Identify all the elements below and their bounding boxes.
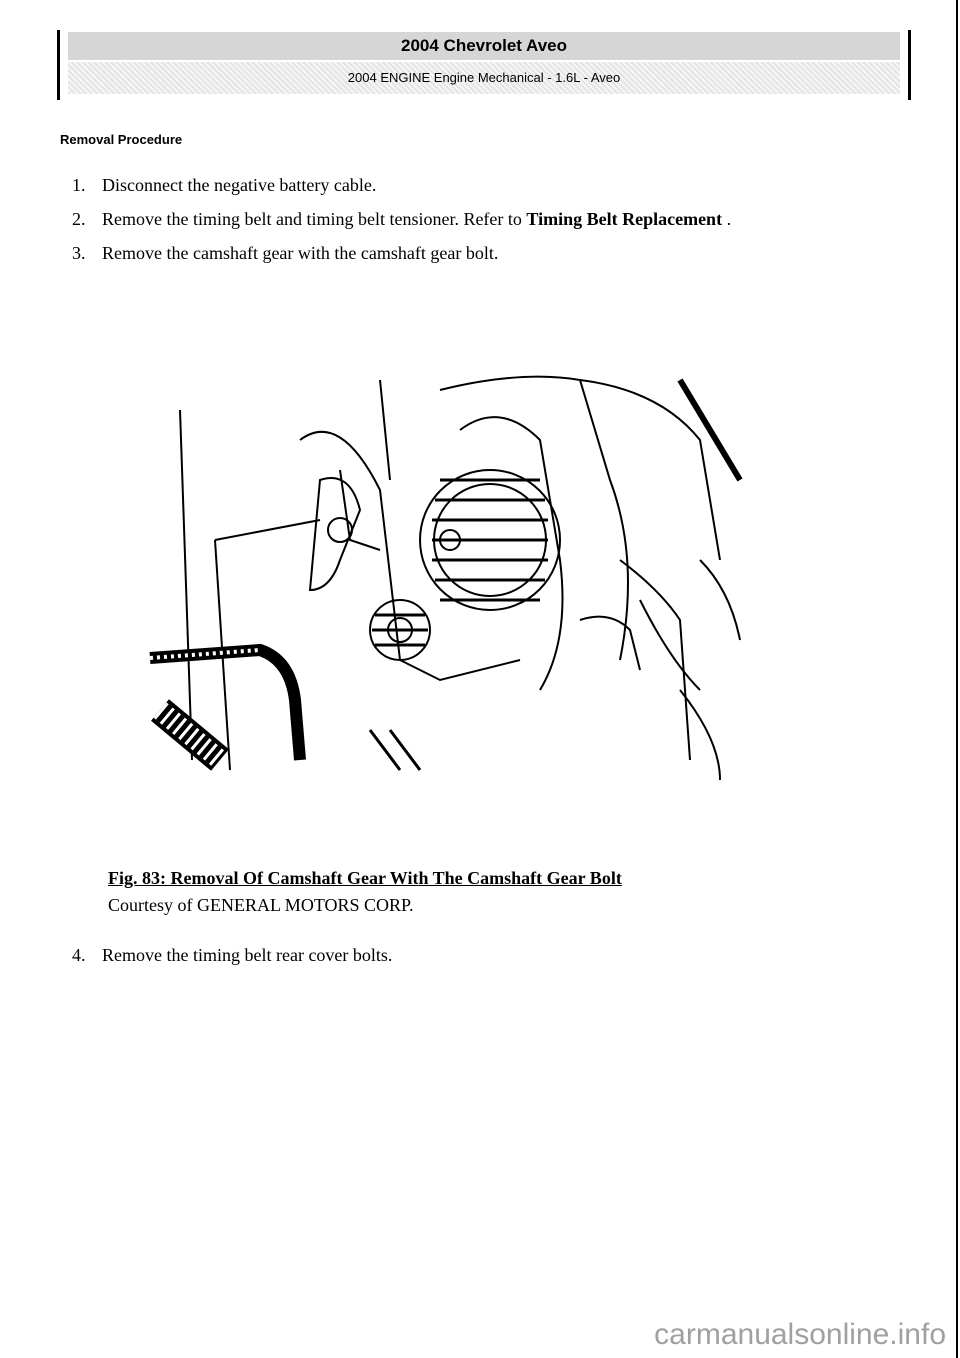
figure-caption xyxy=(108,868,622,916)
step-text: Remove the camshaft gear with the camshaft gear bolt. xyxy=(102,243,499,263)
step-3 xyxy=(72,243,498,264)
step-text: Disconnect the negative battery cable. xyxy=(102,175,377,195)
step-text: Remove the timing belt and timing belt tensioner. Refer to xyxy=(102,209,527,229)
step-text: Remove the timing belt rear cover bolts. xyxy=(102,945,393,965)
step-number: 1. xyxy=(72,175,86,195)
watermark: carmanualsonline.info xyxy=(654,1318,946,1351)
figure-credit: Courtesy of GENERAL MOTORS CORP. xyxy=(108,895,414,915)
step-2 xyxy=(72,209,731,230)
step-1 xyxy=(72,175,376,196)
figure-caption-title: Fig. 83: Removal Of Camshaft Gear With The Camshaft Gear Bolt xyxy=(108,868,622,888)
step-number: 4. xyxy=(72,945,86,965)
document-title: 2004 Chevrolet Aveo xyxy=(68,32,900,60)
step-number: 2. xyxy=(72,209,86,229)
camshaft-gear-illustration xyxy=(140,360,760,800)
section-heading: Removal Procedure xyxy=(60,132,183,147)
document-subtitle: 2004 ENGINE Engine Mechanical - 1.6L - Aveo xyxy=(68,62,900,94)
timing-belt-replacement-link[interactable]: Timing Belt Replacement xyxy=(526,209,723,229)
step-number: 3. xyxy=(72,243,86,263)
step-suffix: . xyxy=(722,209,732,229)
page-edge-rule xyxy=(956,0,958,1358)
step-4 xyxy=(72,945,392,966)
document-header xyxy=(57,30,911,100)
